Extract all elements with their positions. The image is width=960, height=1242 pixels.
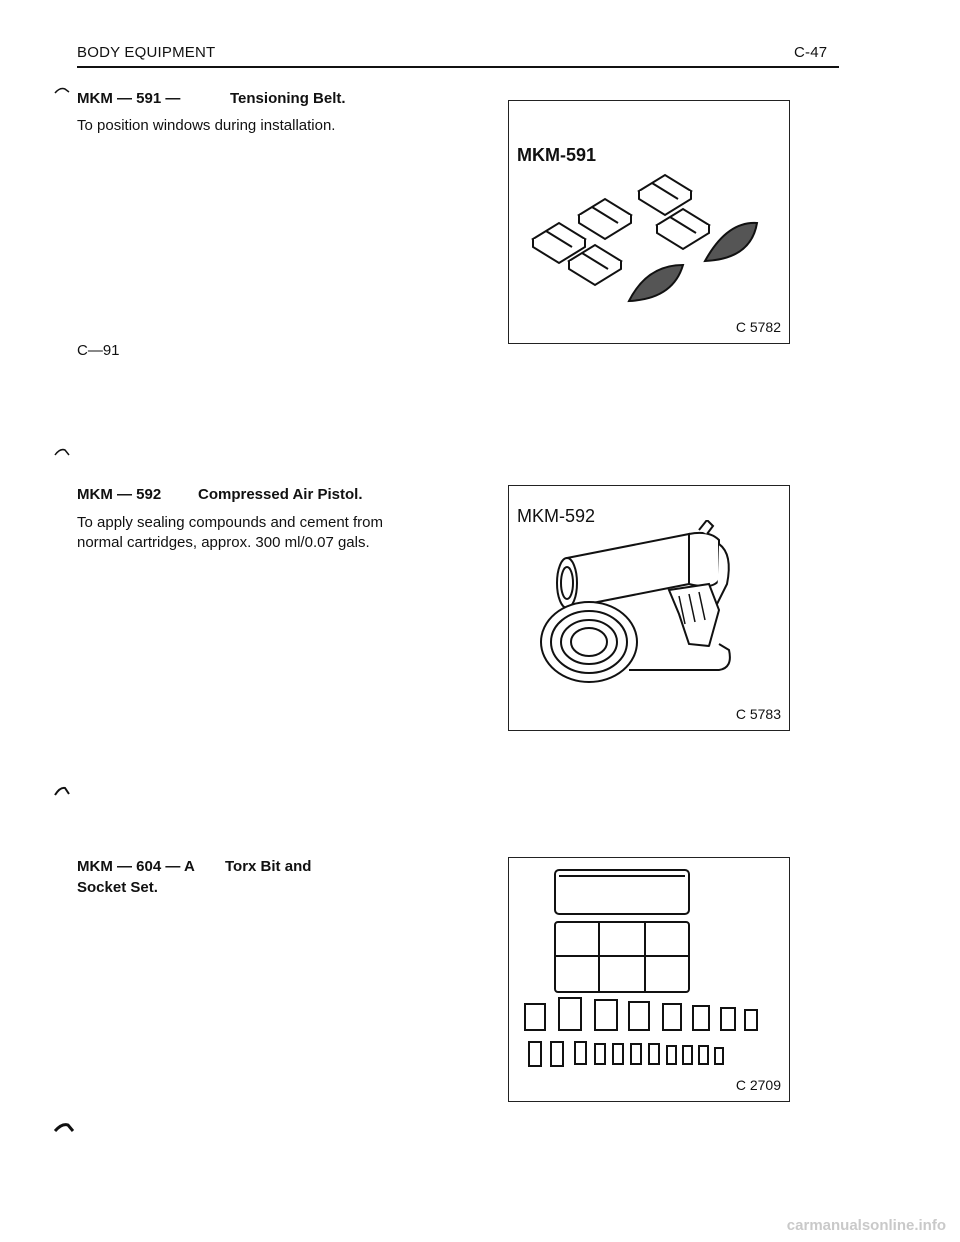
figure-panel-mkm-604-a (508, 857, 790, 1102)
margin-mark-4 (54, 1122, 74, 1132)
figure-panel-mkm-592 (508, 485, 790, 731)
item-3-code: MKM — 604 — A (77, 858, 195, 875)
margin-mark-2 (54, 447, 70, 457)
air-pistol-illustration (519, 520, 781, 700)
item-3-name: Torx Bit and (225, 858, 312, 875)
figure-code: C 5782 (735, 319, 781, 335)
item-2-description-line-2: normal cartridges, approx. 300 ml/0.07 gals. (77, 534, 370, 551)
tensioning-belt-illustration (519, 161, 781, 311)
figure-label: MKM-591 (517, 145, 597, 165)
figure-label: MKM-592 (517, 506, 596, 526)
figure-code: C 5783 (735, 706, 781, 722)
item-1-name: Tensioning Belt. (230, 90, 346, 107)
item-3-name-line-2: Socket Set. (77, 879, 158, 896)
margin-mark-1 (54, 86, 70, 94)
figure-code: C 2709 (735, 1077, 781, 1093)
item-1-description: To position windows during installation. (77, 117, 336, 134)
item-1-reference: C—91 (77, 342, 120, 359)
item-1-code: MKM — 591 — (77, 90, 181, 107)
item-2-description-line-1: To apply sealing compounds and cement from (77, 514, 384, 531)
header-rule (77, 66, 839, 68)
page-number: C-47 (794, 44, 828, 61)
torx-socket-set-illustration (519, 864, 781, 1074)
margin-mark-3 (54, 786, 70, 796)
item-2-name: Compressed Air Pistol. (198, 486, 363, 503)
figure-panel-mkm-591 (508, 100, 790, 344)
section-title: BODY EQUIPMENT (77, 44, 216, 61)
item-2-code: MKM — 592 (77, 486, 162, 503)
watermark: carmanualsonline.info (786, 1217, 946, 1234)
